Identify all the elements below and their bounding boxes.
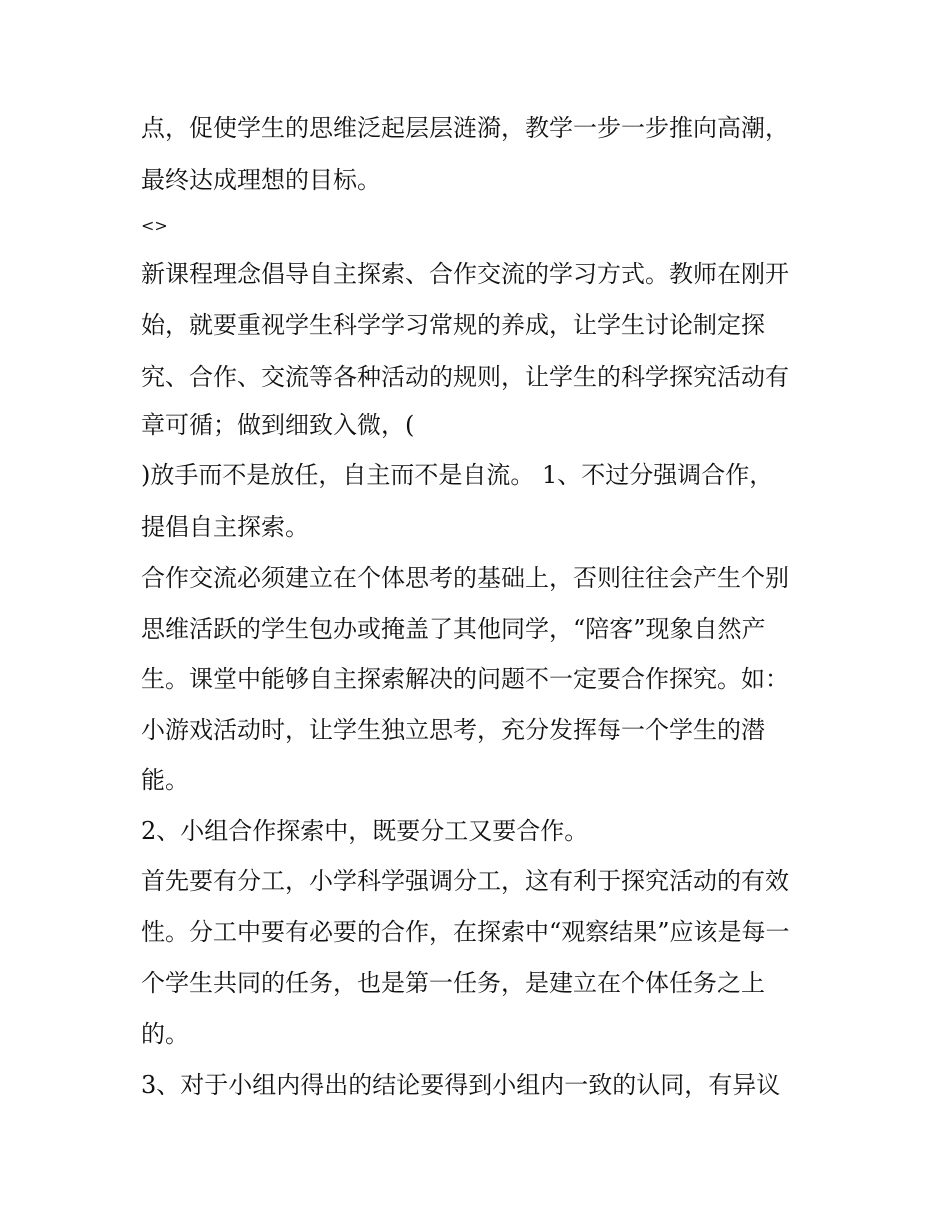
text-line: 章可循；做到细致入微，( [141,411,415,439]
text-line: 3、对于小组内得出的结论要得到小组内一致的认同，有异议 [141,1071,781,1099]
text-line: 合作交流必须建立在个体思考的基础上，否则往往会产生个别 [141,564,789,592]
text-line: 个学生共同的任务，也是第一任务，是建立在个体任务之上 [141,969,765,997]
text-line: 小游戏活动时，让学生独立思考，充分发挥每一个学生的潜 [141,716,765,744]
text-line: 的。 [141,1020,189,1048]
text-line: 最终达成理想的目标。 [141,166,381,194]
text-line: 提倡自主探索。 [141,513,309,541]
text-line: 点，促使学生的思维泛起层层涟漪，教学一步一步推向高潮， [141,114,789,142]
text-line: 性。分工中要有必要的合作，在探索中“观察结果”应该是每一 [141,918,790,946]
text-line: 究、合作、交流等各种活动的规则，让学生的科学探究活动有 [141,363,789,391]
text-line: 能。 [141,766,189,794]
text-line: 2、小组合作探索中，既要分工又要合作。 [141,817,589,845]
text-line: 始，就要重视学生科学学习常规的养成，让学生讨论制定探 [141,311,765,339]
text-line: <> [141,216,168,235]
text-line: )放手而不是放任，自主而不是自流。 1、不过分强调合作， [141,461,774,489]
text-line: 首先要有分工，小学科学强调分工，这有利于探究活动的有效 [141,867,789,895]
text-line: 思维活跃的学生包办或掩盖了其他同学，“陪客”现象自然产 [141,615,766,643]
text-line: 生。课堂中能够自主探索解决的问题不一定要合作探究。如： [141,665,789,693]
text-line: 新课程理念倡导自主探索、合作交流的学习方式。教师在刚开 [141,260,789,288]
